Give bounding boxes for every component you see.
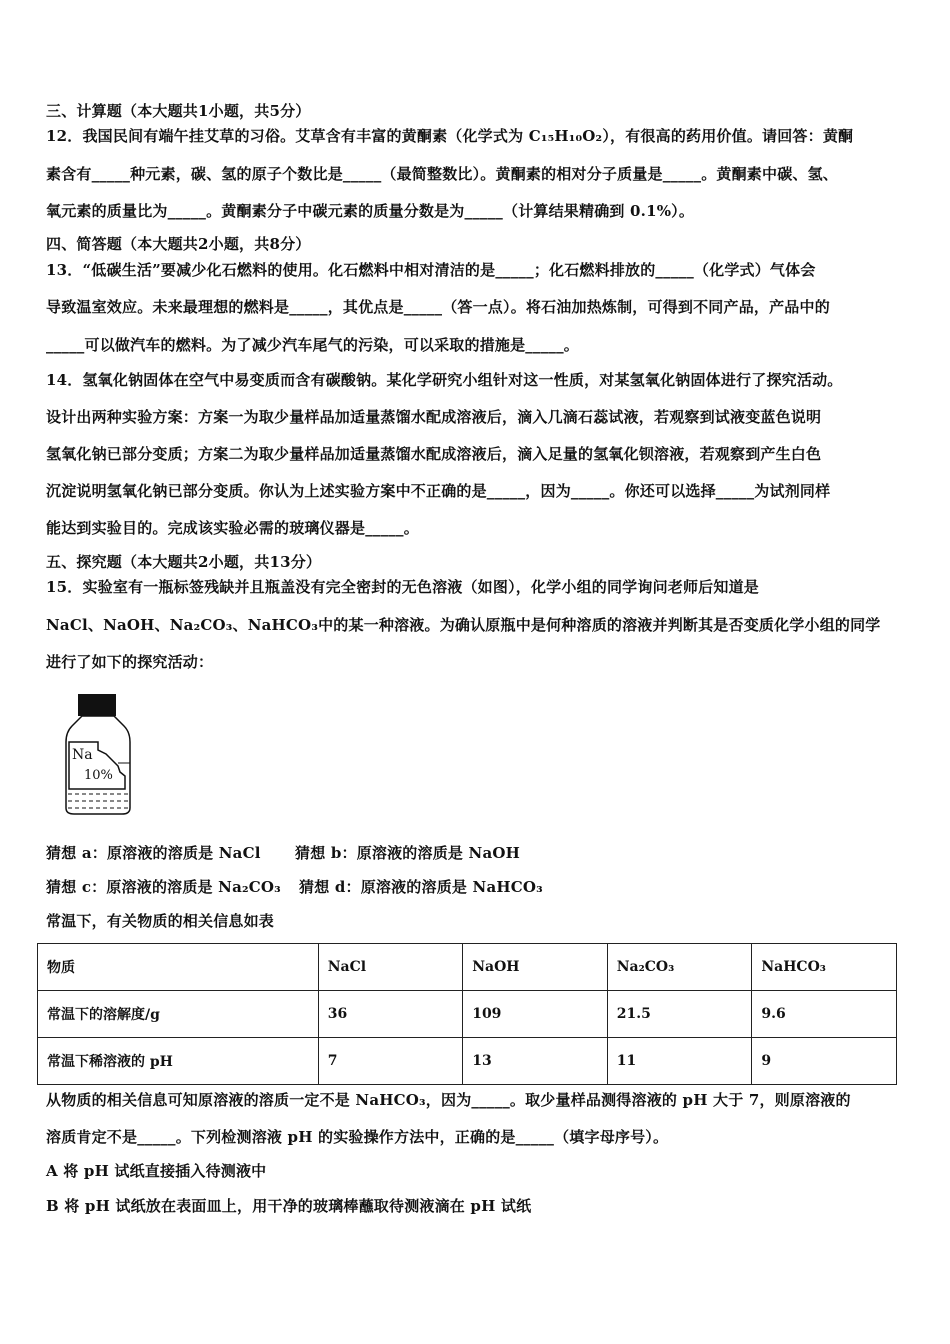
reagent-bottle-figure <box>60 692 140 821</box>
q14-line-5: 能达到实验目的。完成该实验必需的玻璃仪器是_____。 <box>46 519 419 537</box>
table-cell: NaOH <box>463 944 608 991</box>
q14-line-1: 14．氢氧化钠固体在空气中易变质而含有碳酸钠。某化学研究小组针对这一性质，对某氢氧化钠固体进行了探究活动。 <box>46 371 843 389</box>
table-cell: 109 <box>463 991 608 1038</box>
table-cell: 7 <box>318 1038 462 1085</box>
guess-b: 猜想 b：原溶液的溶质是 NaOH <box>295 844 521 862</box>
table-cell: 13 <box>463 1038 608 1085</box>
q15-after-line-1: 从物质的相关信息可知原溶液的溶质一定不是 NaHCO₃，因为_____。取少量样品测得溶液的 pH 大于 7，则原溶液的 <box>46 1091 851 1109</box>
bottle-label-percent: 10% <box>84 768 113 783</box>
q15-after-line-2: 溶质肯定不是_____。下列检测溶液 pH 的实验操作方法中，正确的是_____（填字母序号）。 <box>46 1128 669 1146</box>
table-cell: 9.6 <box>752 991 897 1038</box>
section-3-heading: 三、计算题（本大题共1小题，共5分） <box>46 102 311 120</box>
guess-d: 猜想 d：原溶液的溶质是 NaHCO₃ <box>299 878 543 896</box>
table-cell: NaCl <box>318 944 462 991</box>
table-cell: 常温下稀溶液的 pH <box>38 1038 319 1085</box>
q14-line-4: 沉淀说明氢氧化钠已部分变质。你认为上述实验方案中不正确的是_____，因为_____。你还可以选择_____为试剂同样 <box>46 482 831 500</box>
q13-line-3: _____可以做汽车的燃料。为了减少汽车尾气的污染，可以采取的措施是_____。 <box>46 336 580 354</box>
guess-c: 猜想 c：原溶液的溶质是 Na₂CO₃ <box>46 878 281 896</box>
table-cell: 21.5 <box>607 991 752 1038</box>
q15-line-2: NaCl、NaOH、Na₂CO₃、NaHCO₃中的某一种溶液。为确认原瓶中是何种溶质的溶液并判断其是否变质化学小组的同学 <box>46 616 881 634</box>
option-a: A 将 pH 试纸直接插入待测液中 <box>46 1162 267 1180</box>
bottle-label-na: Na <box>72 747 93 763</box>
guess-a: 猜想 a：原溶液的溶质是 NaCl <box>46 844 261 862</box>
table-row <box>38 1038 897 1085</box>
q14-line-2: 设计出两种实验方案：方案一为取少量样品加适量蒸馏水配成溶液后，滴入几滴石蕊试液，若观察到试液变蓝色说明 <box>46 408 822 426</box>
table-cell: NaHCO₃ <box>752 944 897 991</box>
substance-info-table <box>37 943 897 1085</box>
q15-line-1: 15．实验室有一瓶标签残缺并且瓶盖没有完全密封的无色溶液（如图），化学小组的同学询问老师后知道是 <box>46 578 759 596</box>
table-cell: 11 <box>607 1038 752 1085</box>
section-5-heading: 五、探究题（本大题共2小题，共13分） <box>46 553 322 571</box>
q13-line-1: 13．“低碳生活”要减少化石燃料的使用。化石燃料中相对清洁的是_____；化石燃料排放的_____（化学式）气体会 <box>46 261 816 279</box>
option-b: B 将 pH 试纸放在表面皿上，用干净的玻璃棒蘸取待测液滴在 pH 试纸 <box>46 1197 532 1215</box>
table-row <box>38 991 897 1038</box>
section-4-heading: 四、简答题（本大题共2小题，共8分） <box>46 235 311 253</box>
q12-line-2: 素含有_____种元素，碳、氢的原子个数比是_____（最简整数比）。黄酮素的相对分子质量是_____。黄酮素中碳、氢、 <box>46 165 839 183</box>
q14-line-3: 氢氧化钠已部分变质；方案二为取少量样品加适量蒸馏水配成溶液后，滴入足量的氢氧化钡溶液，若观察到产生白色 <box>46 445 822 463</box>
table-header-row <box>38 944 897 991</box>
table-cell: 36 <box>318 991 462 1038</box>
q12-line-3: 氧元素的质量比为_____。黄酮素分子中碳元素的质量分数是为_____（计算结果精确到 0.1%）。 <box>46 202 695 220</box>
table-cell: 常温下的溶解度/g <box>38 991 319 1038</box>
q13-line-2: 导致温室效应。未来最理想的燃料是_____，其优点是_____（答一点）。将石油加热炼制，可得到不同产品，产品中的 <box>46 298 830 316</box>
table-intro: 常温下，有关物质的相关信息如表 <box>46 912 275 930</box>
table-cell: Na₂CO₃ <box>607 944 752 991</box>
table-cell: 9 <box>752 1038 897 1085</box>
q12-line-1: 12．我国民间有端午挂艾草的习俗。艾草含有丰富的黄酮素（化学式为 C₁₅H₁₀O₂），有很高的药用价值。请回答：黄酮 <box>46 127 854 145</box>
q15-line-3: 进行了如下的探究活动： <box>46 653 214 671</box>
table-cell: 物质 <box>38 944 319 991</box>
